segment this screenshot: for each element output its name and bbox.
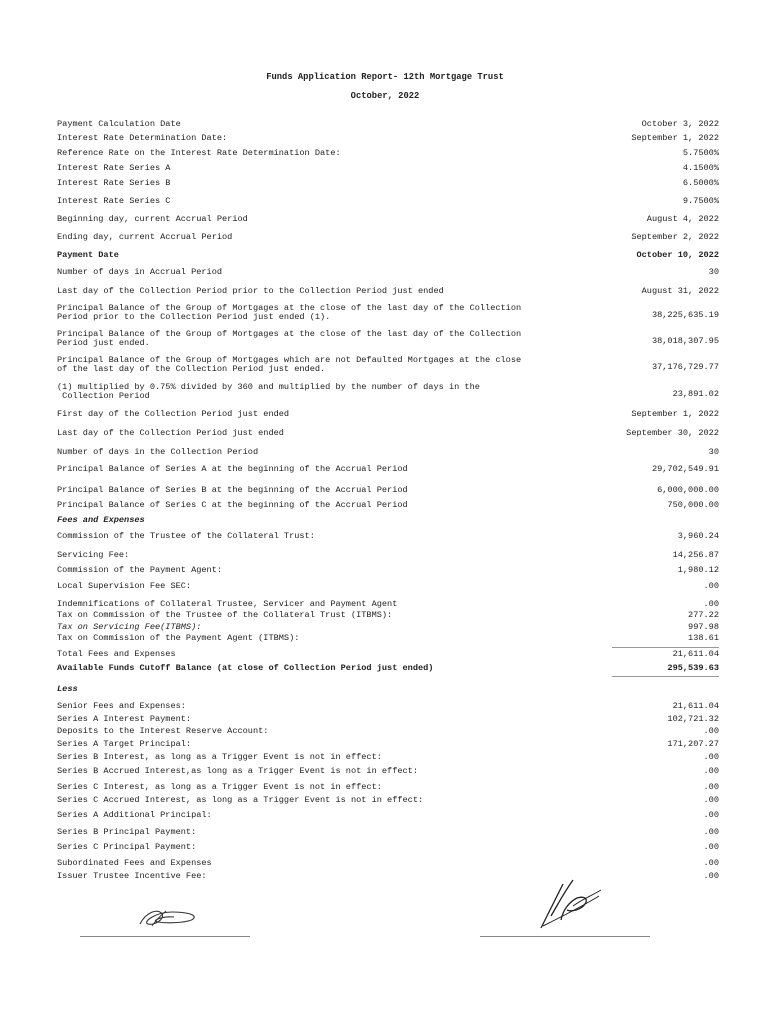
row-value: 21,611.04 (672, 701, 719, 711)
row-value: September 1, 2022 (631, 409, 719, 419)
row-label: Interest Rate Series A (57, 163, 171, 173)
row-value: .00 (703, 599, 719, 609)
row-label: Payment Date (57, 250, 119, 260)
report-row (57, 740, 719, 749)
report-row (57, 828, 719, 837)
row-label: Last day of the Collection Period prior to the Collection Period just ended (57, 286, 444, 296)
row-label: Principal Balance of Series A at the beginning of the Accrual Period (57, 464, 408, 474)
row-label: (1) multiplied by 0.75% divided by 360 and multiplied by the number of days in the Collection Period (57, 382, 480, 401)
row-value: .00 (703, 842, 719, 852)
row-label: Series C Principal Payment: (57, 842, 197, 852)
row-label: Interest Rate Series B (57, 178, 171, 188)
row-value: 6.5000% (682, 178, 719, 188)
report-row (57, 356, 719, 374)
report-row (57, 149, 719, 158)
row-label: Total Fees and Expenses (57, 649, 176, 659)
report-row (57, 753, 719, 762)
row-label: Number of days in the Collection Period (57, 447, 259, 457)
row-value: 14,256.87 (672, 550, 719, 560)
less-heading: Less (57, 684, 78, 694)
report-row (57, 715, 719, 724)
fees-heading: Fees and Expenses (57, 515, 145, 525)
report-row (57, 330, 719, 348)
report-row (57, 120, 719, 129)
row-value: .00 (703, 871, 719, 881)
row-value: 21,611.04 (672, 649, 719, 659)
row-value: .00 (703, 858, 719, 868)
row-label: Tax on Commission of the Trustee of the Collateral Trust (ITBMS): (57, 610, 393, 620)
row-label: Series C Interest, as long as a Trigger Event is not in effect: (57, 782, 382, 792)
row-label: Principal Balance of Series B at the beginning of the Accrual Period (57, 485, 408, 495)
row-label: Subordinated Fees and Expenses (57, 858, 212, 868)
total-rule-bottom (612, 676, 719, 677)
row-label: Issuer Trustee Incentive Fee: (57, 871, 207, 881)
row-value: 38,225,635.19 (651, 310, 719, 320)
report-row (57, 843, 719, 852)
report-row (57, 215, 719, 224)
report-row (57, 566, 719, 575)
row-label: Servicing Fee: (57, 550, 130, 560)
row-label: Interest Rate Series C (57, 196, 171, 206)
report-row (57, 611, 719, 620)
signature-line-right (480, 936, 650, 937)
report-row (57, 233, 719, 242)
row-label: Series A Target Principal: (57, 739, 192, 749)
report-row (57, 164, 719, 173)
row-value: 29,702,549.91 (651, 464, 719, 474)
row-label: Principal Balance of Series C at the beginning of the Accrual Period (57, 500, 408, 510)
row-value: 171,207.27 (667, 739, 719, 749)
row-value: October 3, 2022 (641, 119, 719, 129)
report-row (57, 429, 719, 438)
row-value: 23,891.02 (672, 389, 719, 399)
row-value: 6,000,000.00 (657, 485, 719, 495)
report-row (57, 664, 719, 673)
row-label: First day of the Collection Period just ended (57, 409, 290, 419)
report-row (57, 304, 719, 322)
row-label: Deposits to the Interest Reserve Account: (57, 726, 269, 736)
row-label: Beginning day, current Accrual Period (57, 214, 248, 224)
row-value: 5.7500% (682, 148, 719, 158)
row-value: September 1, 2022 (631, 133, 719, 143)
report-row (57, 410, 719, 419)
report-row (57, 600, 719, 609)
row-value: .00 (703, 726, 719, 736)
row-label: Series B Accrued Interest,as long as a Trigger Event is not in effect: (57, 766, 418, 776)
row-label: Senior Fees and Expenses: (57, 701, 186, 711)
report-row (57, 767, 719, 776)
report-row (57, 287, 719, 296)
report-row (57, 465, 719, 474)
row-label: Last day of the Collection Period just ended (57, 428, 284, 438)
report-row (57, 383, 719, 401)
row-label: Commission of the Trustee of the Collateral Trust: (57, 531, 315, 541)
report-row (57, 134, 719, 143)
row-label: Series B Interest, as long as a Trigger Event is not in effect: (57, 752, 382, 762)
signature-right (533, 876, 605, 934)
row-value: 138.61 (688, 633, 719, 643)
report-row (57, 702, 719, 711)
row-label: Principal Balance of the Group of Mortgages which are not Defaulted Mortgages at the close of the last day of the Collection Period just ended. (57, 355, 522, 374)
row-value: 9.7500% (682, 196, 719, 206)
row-value: .00 (703, 782, 719, 792)
row-label: Series B Principal Payment: (57, 827, 197, 837)
row-label: Commission of the Payment Agent: (57, 565, 223, 575)
row-value: 102,721.32 (667, 714, 719, 724)
report-row (57, 872, 719, 881)
report-title: Funds Application Report- 12th Mortgage Trust (266, 72, 504, 82)
row-value: 997.98 (688, 622, 719, 632)
row-value: October 10, 2022 (636, 250, 719, 260)
report-subtitle: October, 2022 (350, 91, 420, 101)
row-value: .00 (703, 827, 719, 837)
report-row (57, 179, 719, 188)
row-value: .00 (703, 581, 719, 591)
report-row (57, 796, 719, 805)
row-label: Tax on Servicing Fee(ITBMS): (57, 622, 202, 632)
row-label: Series C Accrued Interest, as long as a Trigger Event is not in effect: (57, 795, 424, 805)
row-value: 277.22 (688, 610, 719, 620)
row-value: 3,960.24 (677, 531, 719, 541)
report-row (57, 650, 719, 659)
row-value: 1,980.12 (677, 565, 719, 575)
row-value: .00 (703, 810, 719, 820)
row-value: 4.1500% (682, 163, 719, 173)
row-label: Principal Balance of the Group of Mortgages at the close of the last day of the Collection Period prior to the Collection Period just ended (1). (57, 303, 522, 322)
report-row (57, 197, 719, 206)
report-row (57, 486, 719, 495)
row-value: 37,176,729.77 (651, 362, 719, 372)
row-value: .00 (703, 795, 719, 805)
report-row (57, 501, 719, 510)
row-label: Available Funds Cutoff Balance (at close of Collection Period just ended) (57, 663, 434, 673)
row-label: Number of days in Accrual Period (57, 267, 223, 277)
report-row (57, 448, 719, 457)
row-value: August 31, 2022 (641, 286, 719, 296)
report-row (57, 551, 719, 560)
signature-line-left (80, 936, 250, 937)
report-row (57, 859, 719, 868)
row-label: Series A Interest Payment: (57, 714, 192, 724)
report-row (57, 532, 719, 541)
row-value: August 4, 2022 (646, 214, 719, 224)
row-value: 30 (708, 447, 719, 457)
total-rule-top (612, 647, 719, 648)
report-row (57, 582, 719, 591)
report-row (57, 251, 719, 260)
row-value: September 30, 2022 (626, 428, 719, 438)
report-row (57, 811, 719, 820)
report-row (57, 268, 719, 277)
row-label: Indemnifications of Collateral Trustee, Servicer and Payment Agent (57, 599, 398, 609)
row-label: Series A Additional Principal: (57, 810, 212, 820)
row-label: Payment Calculation Date (57, 119, 181, 129)
row-value: .00 (703, 752, 719, 762)
row-value: September 2, 2022 (631, 232, 719, 242)
row-label: Interest Rate Determination Date: (57, 133, 228, 143)
row-label: Principal Balance of the Group of Mortgages at the close of the last day of the Collection Period just ended. (57, 329, 522, 348)
signature-left (132, 902, 204, 932)
row-value: 30 (708, 267, 719, 277)
report-row (57, 623, 719, 632)
report-row (57, 783, 719, 792)
row-value: .00 (703, 766, 719, 776)
row-value: 295,539.63 (667, 663, 719, 673)
row-value: 38,018,307.95 (651, 336, 719, 346)
row-label: Local Supervision Fee SEC: (57, 581, 192, 591)
report-row (57, 634, 719, 643)
row-label: Tax on Commission of the Payment Agent (ITBMS): (57, 633, 300, 643)
report-row (57, 727, 719, 736)
row-value: 750,000.00 (667, 500, 719, 510)
row-label: Ending day, current Accrual Period (57, 232, 233, 242)
row-label: Reference Rate on the Interest Rate Determination Date: (57, 148, 341, 158)
